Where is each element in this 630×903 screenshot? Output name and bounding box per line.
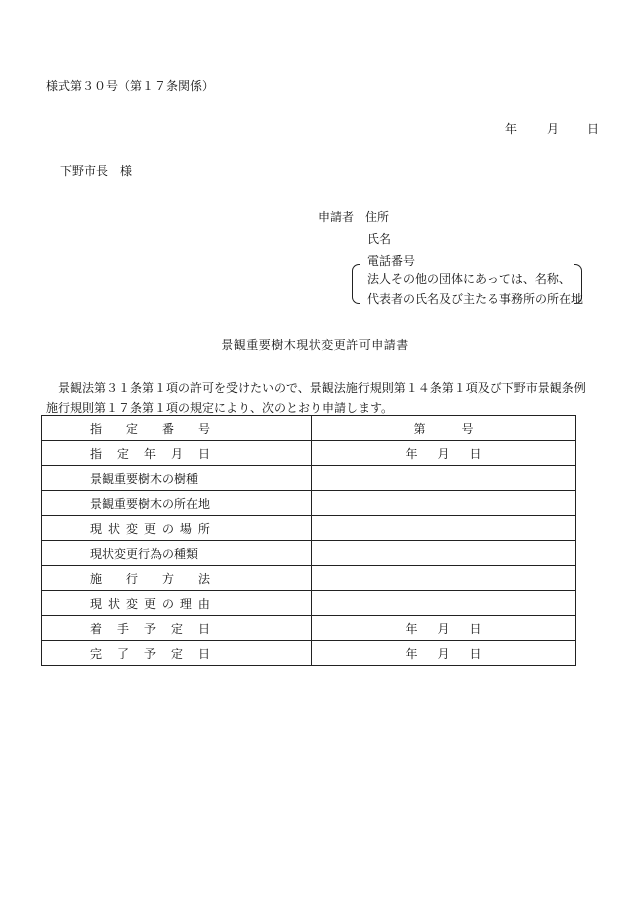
tree-species-value-cell[interactable] bbox=[312, 466, 576, 491]
label-char: 定 bbox=[116, 446, 129, 461]
work-method-value-cell[interactable] bbox=[312, 566, 576, 591]
date-month: 月 bbox=[547, 122, 560, 136]
table-row-designation-date bbox=[42, 441, 576, 466]
applicant-address-label: 住所 bbox=[365, 210, 390, 224]
label-char: 景観重要樹木の所在地 bbox=[90, 496, 211, 511]
date-year: 年 bbox=[505, 122, 518, 136]
tree-location-label-cell bbox=[42, 491, 312, 516]
value-char: 日 bbox=[469, 646, 482, 661]
value-char: 号 bbox=[461, 421, 474, 436]
completion-date-value-cell[interactable] bbox=[312, 641, 576, 666]
start-date-label-cell bbox=[42, 616, 312, 641]
applicant-name-label: 氏名 bbox=[367, 232, 392, 246]
label-char: 更 bbox=[143, 521, 156, 536]
label-char: 変 bbox=[125, 596, 138, 611]
label-char: 完 bbox=[90, 646, 103, 661]
table-row-start-date bbox=[42, 616, 576, 641]
label-char: 現 bbox=[90, 521, 103, 536]
label-char: 着 bbox=[90, 621, 103, 636]
tree-location-value-cell[interactable] bbox=[312, 491, 576, 516]
left-bracket bbox=[352, 264, 360, 304]
label-char: 変 bbox=[125, 521, 138, 536]
value-char: 年 bbox=[405, 621, 418, 636]
designation-date-value-cell[interactable] bbox=[312, 441, 576, 466]
label-char: 施 bbox=[90, 571, 103, 586]
label-char: 状 bbox=[107, 521, 120, 536]
label-char: 番 bbox=[161, 421, 174, 436]
label-char: 場 bbox=[179, 521, 192, 536]
label-char: 景観重要樹木の樹種 bbox=[90, 471, 199, 486]
label-char: 日 bbox=[197, 621, 210, 636]
change-type-label bbox=[90, 545, 210, 562]
label-char: 月 bbox=[170, 446, 183, 461]
table-row-tree-species bbox=[42, 466, 576, 491]
table-row-completion-date bbox=[42, 641, 576, 666]
designation-number-value-template bbox=[414, 420, 474, 437]
designation-date-label-cell bbox=[42, 441, 312, 466]
completion-date-label bbox=[90, 645, 210, 662]
value-char: 第 bbox=[413, 421, 426, 436]
applicant-phone-label: 電話番号 bbox=[367, 254, 416, 268]
table-row-work-method bbox=[42, 566, 576, 591]
label-char: 更 bbox=[143, 596, 156, 611]
date-day: 日 bbox=[587, 122, 600, 136]
completion-date-label-cell bbox=[42, 641, 312, 666]
designation-number-label bbox=[90, 420, 210, 437]
work-method-label bbox=[90, 570, 210, 587]
label-char: 由 bbox=[197, 596, 210, 611]
start-date-value-cell[interactable] bbox=[312, 616, 576, 641]
label-char: 年 bbox=[143, 446, 156, 461]
value-char: 年 bbox=[405, 646, 418, 661]
label-char: の bbox=[161, 521, 174, 536]
label-char: 行 bbox=[125, 571, 138, 586]
value-char: 日 bbox=[469, 621, 482, 636]
value-char: 月 bbox=[437, 446, 450, 461]
label-char: 理 bbox=[179, 596, 192, 611]
tree-location-label bbox=[90, 495, 210, 512]
change-reason-label bbox=[90, 595, 210, 612]
label-char: 現 bbox=[90, 596, 103, 611]
designation-date-value-template bbox=[406, 445, 482, 462]
value-char: 月 bbox=[437, 646, 450, 661]
value-char: 日 bbox=[469, 446, 482, 461]
designation-number-value-cell[interactable] bbox=[312, 416, 576, 441]
label-char: 定 bbox=[125, 421, 138, 436]
change-location-label bbox=[90, 520, 210, 537]
table-row-change-type bbox=[42, 541, 576, 566]
completion-date-value-template bbox=[406, 645, 482, 662]
table-row-designation-number bbox=[42, 416, 576, 441]
change-reason-label-cell bbox=[42, 591, 312, 616]
application-statement: 景観法第３１条第１項の許可を受けたいので、景観法施行規則第１４条第１項及び下野市景観条例施行規則第１７条第１項の規定により、次のとおり申請します。 bbox=[46, 381, 586, 415]
corporate-note-line2: 代表者の氏名及び主たる事務所の所在地 bbox=[367, 292, 584, 306]
label-char: 指 bbox=[90, 421, 103, 436]
change-type-label-cell bbox=[42, 541, 312, 566]
table-row-tree-location bbox=[42, 491, 576, 516]
value-char: 月 bbox=[437, 621, 450, 636]
label-char: 定 bbox=[170, 621, 183, 636]
table-row-change-reason bbox=[42, 591, 576, 616]
tree-species-label-cell bbox=[42, 466, 312, 491]
designation-date-label bbox=[90, 445, 210, 462]
submission-date bbox=[505, 120, 599, 137]
label-char: 予 bbox=[143, 621, 156, 636]
corporate-note-line1: 法人その他の団体にあっては、名称、 bbox=[367, 272, 571, 286]
label-char: 手 bbox=[116, 621, 129, 636]
label-char: 法 bbox=[197, 571, 210, 586]
change-location-value-cell[interactable] bbox=[312, 516, 576, 541]
label-char: 予 bbox=[143, 646, 156, 661]
label-char: 現状変更行為の種類 bbox=[90, 546, 199, 561]
label-char: 号 bbox=[197, 421, 210, 436]
change-location-label-cell bbox=[42, 516, 312, 541]
label-char: 定 bbox=[170, 646, 183, 661]
label-char: 所 bbox=[197, 521, 210, 536]
designation-number-label-cell bbox=[42, 416, 312, 441]
change-reason-value-cell[interactable] bbox=[312, 591, 576, 616]
label-char: 日 bbox=[197, 446, 210, 461]
form-number: 様式第３０号（第１７条関係） bbox=[46, 79, 215, 93]
value-char: 年 bbox=[405, 446, 418, 461]
tree-species-label bbox=[90, 470, 210, 487]
work-method-label-cell bbox=[42, 566, 312, 591]
change-type-value-cell[interactable] bbox=[312, 541, 576, 566]
label-char: 状 bbox=[107, 596, 120, 611]
document-title: 景観重要樹木現状変更許可申請書 bbox=[221, 338, 409, 352]
label-char: 日 bbox=[197, 646, 210, 661]
application-table bbox=[41, 415, 576, 666]
start-date-value-template bbox=[406, 620, 482, 637]
label-char: 方 bbox=[161, 571, 174, 586]
label-char: 指 bbox=[90, 446, 103, 461]
applicant-label: 申請者 bbox=[318, 210, 355, 224]
table-row-change-location bbox=[42, 516, 576, 541]
label-char: の bbox=[161, 596, 174, 611]
label-char: 了 bbox=[116, 646, 129, 661]
start-date-label bbox=[90, 620, 210, 637]
addressee: 下野市長 様 bbox=[60, 164, 133, 178]
